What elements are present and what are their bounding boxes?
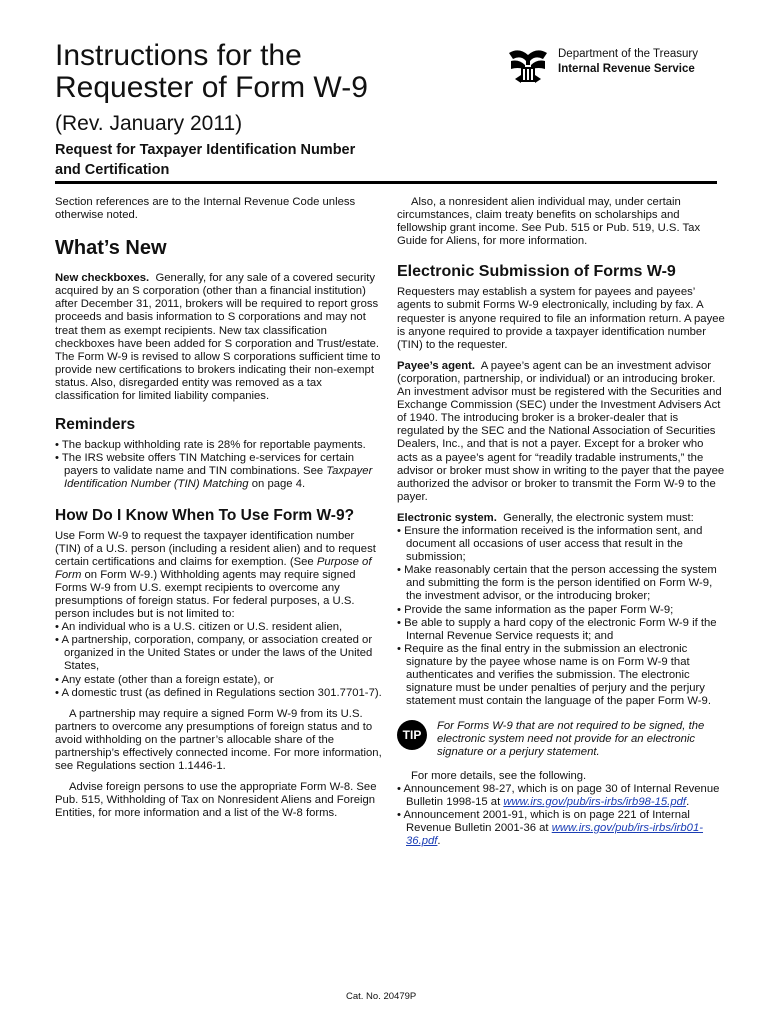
how-text-b: on Form W-9.) Withholding agents may require signed Forms W-9 from U.S. exempt recipients to overcome any presumptions of foreign status. For federal purposes, a U.S. person includes but is not limited to:: [55, 568, 356, 621]
us-person-item: • A partnership, corporation, company, or association created or organized in the United States or under the laws of the United States,: [55, 634, 383, 673]
left-column: [55, 196, 383, 828]
how-do-i-know-heading: How Do I Know When To Use Form W-9?: [55, 506, 355, 524]
electronic-system-item: • Make reasonably certain that the person accessing the system and submitting the form is the person identified on Form W-9, the investment advisor, or the introducing broker;: [397, 564, 725, 603]
reminder-2-end: on page 4.: [251, 478, 306, 491]
whats-new-heading: What’s New: [55, 237, 167, 260]
new-checkboxes-paragraph: [55, 272, 383, 403]
electronic-submission-paragraph: Requesters may establish a system for payees and payees’ agents to submit Forms W-9 electronically, including by fax. A requester is anyone required to file an information return. A payee is anyone required to provide a taxpayer identification number (TIN) to the requester.: [397, 286, 725, 351]
more-details-paragraph: For more details, see the following.: [411, 769, 587, 782]
payee-agent-runin: Payee’s agent.: [397, 359, 476, 372]
title-line-1: Instructions for the: [55, 39, 302, 72]
announcement-item-1: • Announcement 98-27, which is on page 30 of Internal Revenue Bulletin 1998-15 at www.irs.gov/pub/irs-irbs/irb98-15.pdf.: [397, 783, 725, 809]
agency-line-1: Department of the Treasury: [558, 48, 698, 60]
tip-box: [397, 720, 725, 759]
title-line-2: Requester of Form W-9: [55, 71, 368, 104]
advise-foreign-paragraph: Advise foreign persons to use the appropriate Form W-8. See Pub. 515, Withholding of Tax on Nonresident Aliens and Foreign Entities, for more information and a list of the W-8 forms.: [55, 781, 377, 820]
subtitle-line-1: Request for Taxpayer Identification Number: [55, 142, 356, 158]
header-divider: [55, 181, 717, 184]
reminder-item-2: [55, 452, 383, 491]
agency-line-2: Internal Revenue Service: [558, 63, 695, 75]
us-person-item: • A domestic trust (as defined in Regulations section 301.7701-7).: [55, 687, 383, 700]
electronic-system-item: • Require as the final entry in the submission an electronic signature by the payee whose name is on Form W-9 that authenticates and verifies the submission. The electronic signature must be under penalties of perjury and the perjury statement must contain the language of the paper Form W-9.: [397, 643, 725, 708]
how-text-a: Use Form W-9 to request the taxpayer identification number (TIN) of a U.S. person (including a resident alien) and to request certain certifications and claims for exemption. (See: [55, 529, 376, 568]
payee-agent-paragraph: [397, 360, 725, 504]
announcement-item-2: • Announcement 2001-91, which is on page 221 of Internal Revenue Bulletin 2001-36 at www.irs.gov/pub/irs-irbs/irb01-36.pdf.: [397, 809, 725, 848]
announcement-1-link[interactable]: www.irs.gov/pub/irs-irbs/irb98-15.pdf: [503, 795, 687, 808]
announcement-2-text: Announcement 2001-91, which is on page 221 of Internal Revenue Bulletin 2001-36 at: [403, 808, 690, 834]
agency-name: [558, 47, 698, 77]
intro-note: Section references are to the Internal Revenue Code unless otherwise noted.: [55, 196, 356, 222]
subtitle-line-2: and Certification: [55, 162, 170, 178]
payee-agent-text: A payee’s agent can be an investment advisor (corporation, partnership, or individual) or an introducing broker. An investment advisor must be registered with the Securities and Exchange Commission (SEC) under the Investment Advisers Act of 1940. The introducing broker is a broker-dealer that is regulated by the SEC and the National Association of Securities Dealers, Inc., and that is not a payer. Except for a broker who acts as a payee’s agent for “readily tradable instruments,” the advisor or broker must show in writing to the payer that the payee authorized the advisor or broker to transmit the Form W-9 to the payer.: [397, 359, 725, 503]
partnership-paragraph: A partnership may require a signed Form W-9 from its U.S. partners to overcome any presumptions of foreign status and to avoid withholding on the partner’s allocable share of the partnership’s effectively connected income. For more information, see Regulations section 1.1446-1.: [55, 707, 382, 773]
electronic-system-runin: Electronic system.: [397, 511, 497, 524]
tip-icon: TIP: [397, 720, 427, 750]
us-person-item: • Any estate (other than a foreign estate), or: [55, 674, 383, 687]
electronic-system-item: • Provide the same information as the paper Form W-9;: [397, 604, 725, 617]
reminder-item-1: • The backup withholding rate is 28% for reportable payments.: [55, 439, 383, 452]
how-text-italic: Purpose of Form: [55, 555, 372, 581]
how-paragraph: [55, 530, 383, 622]
announcement-2-link[interactable]: www.irs.gov/pub/irs-irbs/irb01-36.pdf: [406, 821, 704, 848]
announcement-1-text: Announcement 98-27, which is on page 30 of Internal Revenue Bulletin 1998-15 at: [403, 782, 720, 808]
new-checkboxes-text: Generally, for any sale of a covered security acquired by an S corporation (other than a financial institution) after December 31, 2011, brokers will be required to report gross proceeds and basis information to S corporations and may not treat them as exempt recipients. New tax classification checkboxes have been added for S corporation and Trust/estate. The Form W-9 is revised to allow S corporations sufficient time to provide new certifications to brokers indicating their non-exempt status. Also, disregarded entity was removed as a tax classification for limited liability companies.: [55, 272, 381, 403]
reminders-heading: Reminders: [55, 416, 136, 434]
catalog-number: Cat. No. 20479P: [346, 991, 417, 1002]
document-title: [55, 40, 475, 104]
reminder-2-italic: Taxpayer Identification Number (TIN) Matching: [64, 465, 373, 491]
irs-eagle-logo-icon: [505, 45, 551, 87]
us-person-item: • An individual who is a U.S. citizen or U.S. resident alien,: [55, 621, 383, 634]
right-column: [397, 196, 725, 848]
electronic-submission-heading: Electronic Submission of Forms W-9: [397, 263, 676, 281]
electronic-system-item: • Be able to supply a hard copy of the electronic Form W-9 if the Internal Revenue Service requests it; and: [397, 617, 725, 643]
reminder-2-text: The IRS website offers TIN Matching e-services for certain payers to validate name and TIN combinations. See: [61, 452, 355, 478]
electronic-system-text: Generally, the electronic system must:: [503, 511, 694, 524]
tip-text: For Forms W-9 that are not required to be signed, the electronic system need not provide for an electronic signature or a perjury statement.: [437, 720, 705, 759]
nonresident-paragraph: Also, a nonresident alien individual may, under certain circumstances, claim treaty benefits on scholarships and fellowship grant income. See Pub. 515 or Pub. 519, U.S. Tax Guide for Aliens, for more information.: [397, 196, 701, 248]
electronic-system-paragraph: [397, 512, 725, 525]
document-subtitle: [55, 140, 415, 180]
electronic-system-item: • Ensure the information received is the information sent, and document all occasions of user access that result in the submission;: [397, 525, 725, 564]
revision-date: (Rev. January 2011): [55, 112, 243, 135]
new-checkboxes-runin: New checkboxes.: [55, 272, 150, 285]
